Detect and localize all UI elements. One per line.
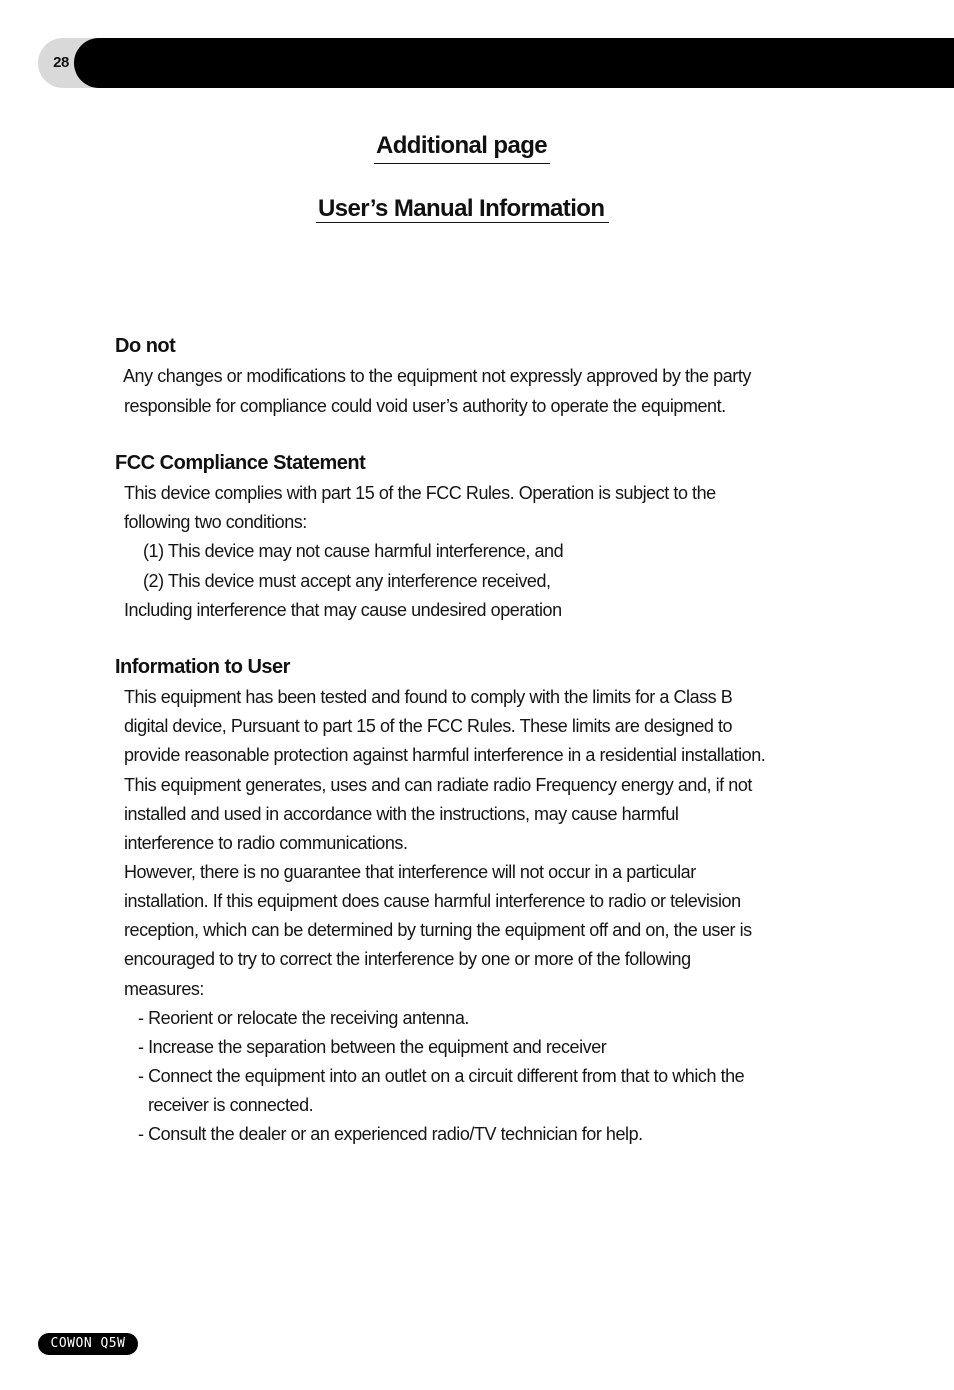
page-title: Additional page — [376, 132, 548, 159]
page-number: 28 — [53, 54, 69, 71]
section-heading: FCC Compliance Statement — [115, 452, 366, 474]
text-line: installed and used in accordance with the instructions, may cause harmful — [124, 804, 679, 824]
title-underline — [374, 163, 550, 164]
text-line: reception, which can be determined by turning the equipment off and on, the user is — [124, 920, 752, 940]
header-bar — [74, 38, 954, 88]
measure-item: - Connect the equipment into an outlet on a circuit different from that to which the — [138, 1066, 745, 1086]
section-heading: Information to User — [115, 656, 290, 678]
measure-item: - Consult the dealer or an experienced radio/TV technician for help. — [138, 1124, 643, 1144]
text-line: provide reasonable protection against harmful interference in a residential installation. — [124, 745, 766, 765]
brand-badge: COWON Q5W — [38, 1333, 138, 1355]
text-line: installation. If this equipment does cause harmful interference to radio or television — [124, 891, 741, 911]
measure-item: - Increase the separation between the equipment and receiver — [138, 1037, 607, 1057]
text-line: This equipment has been tested and found to comply with the limits for a Class B — [124, 687, 733, 707]
condition-item: (1) This device may not cause harmful interference, and — [143, 541, 564, 561]
text-line: However, there is no guarantee that interference will not occur in a particular — [124, 862, 696, 882]
text-line: following two conditions: — [124, 512, 307, 532]
text-line: interference to radio communications. — [124, 833, 408, 853]
text-line: responsible for compliance could void user’s authority to operate the equipment. — [124, 396, 726, 416]
measure-item: - Reorient or relocate the receiving antenna. — [138, 1008, 469, 1028]
subtitle-underline — [316, 222, 609, 223]
condition-item: (2) This device must accept any interference received, — [143, 571, 551, 591]
section-heading: Do not — [115, 335, 176, 357]
measure-item-continuation: receiver is connected. — [148, 1095, 314, 1115]
text-line: measures: — [124, 979, 204, 999]
text-line: This equipment generates, uses and can radiate radio Frequency energy and, if not — [124, 775, 752, 795]
text-line: This device complies with part 15 of the FCC Rules. Operation is subject to the — [124, 483, 716, 503]
text-line: digital device, Pursuant to part 15 of the FCC Rules. These limits are designed to — [124, 716, 733, 736]
page-subtitle: User’s Manual Information — [318, 195, 605, 222]
text-line: encouraged to try to correct the interference by one or more of the following — [124, 949, 691, 969]
text-line: Including interference that may cause undesired operation — [124, 600, 562, 620]
text-line: Any changes or modifications to the equipment not expressly approved by the party — [123, 366, 751, 386]
